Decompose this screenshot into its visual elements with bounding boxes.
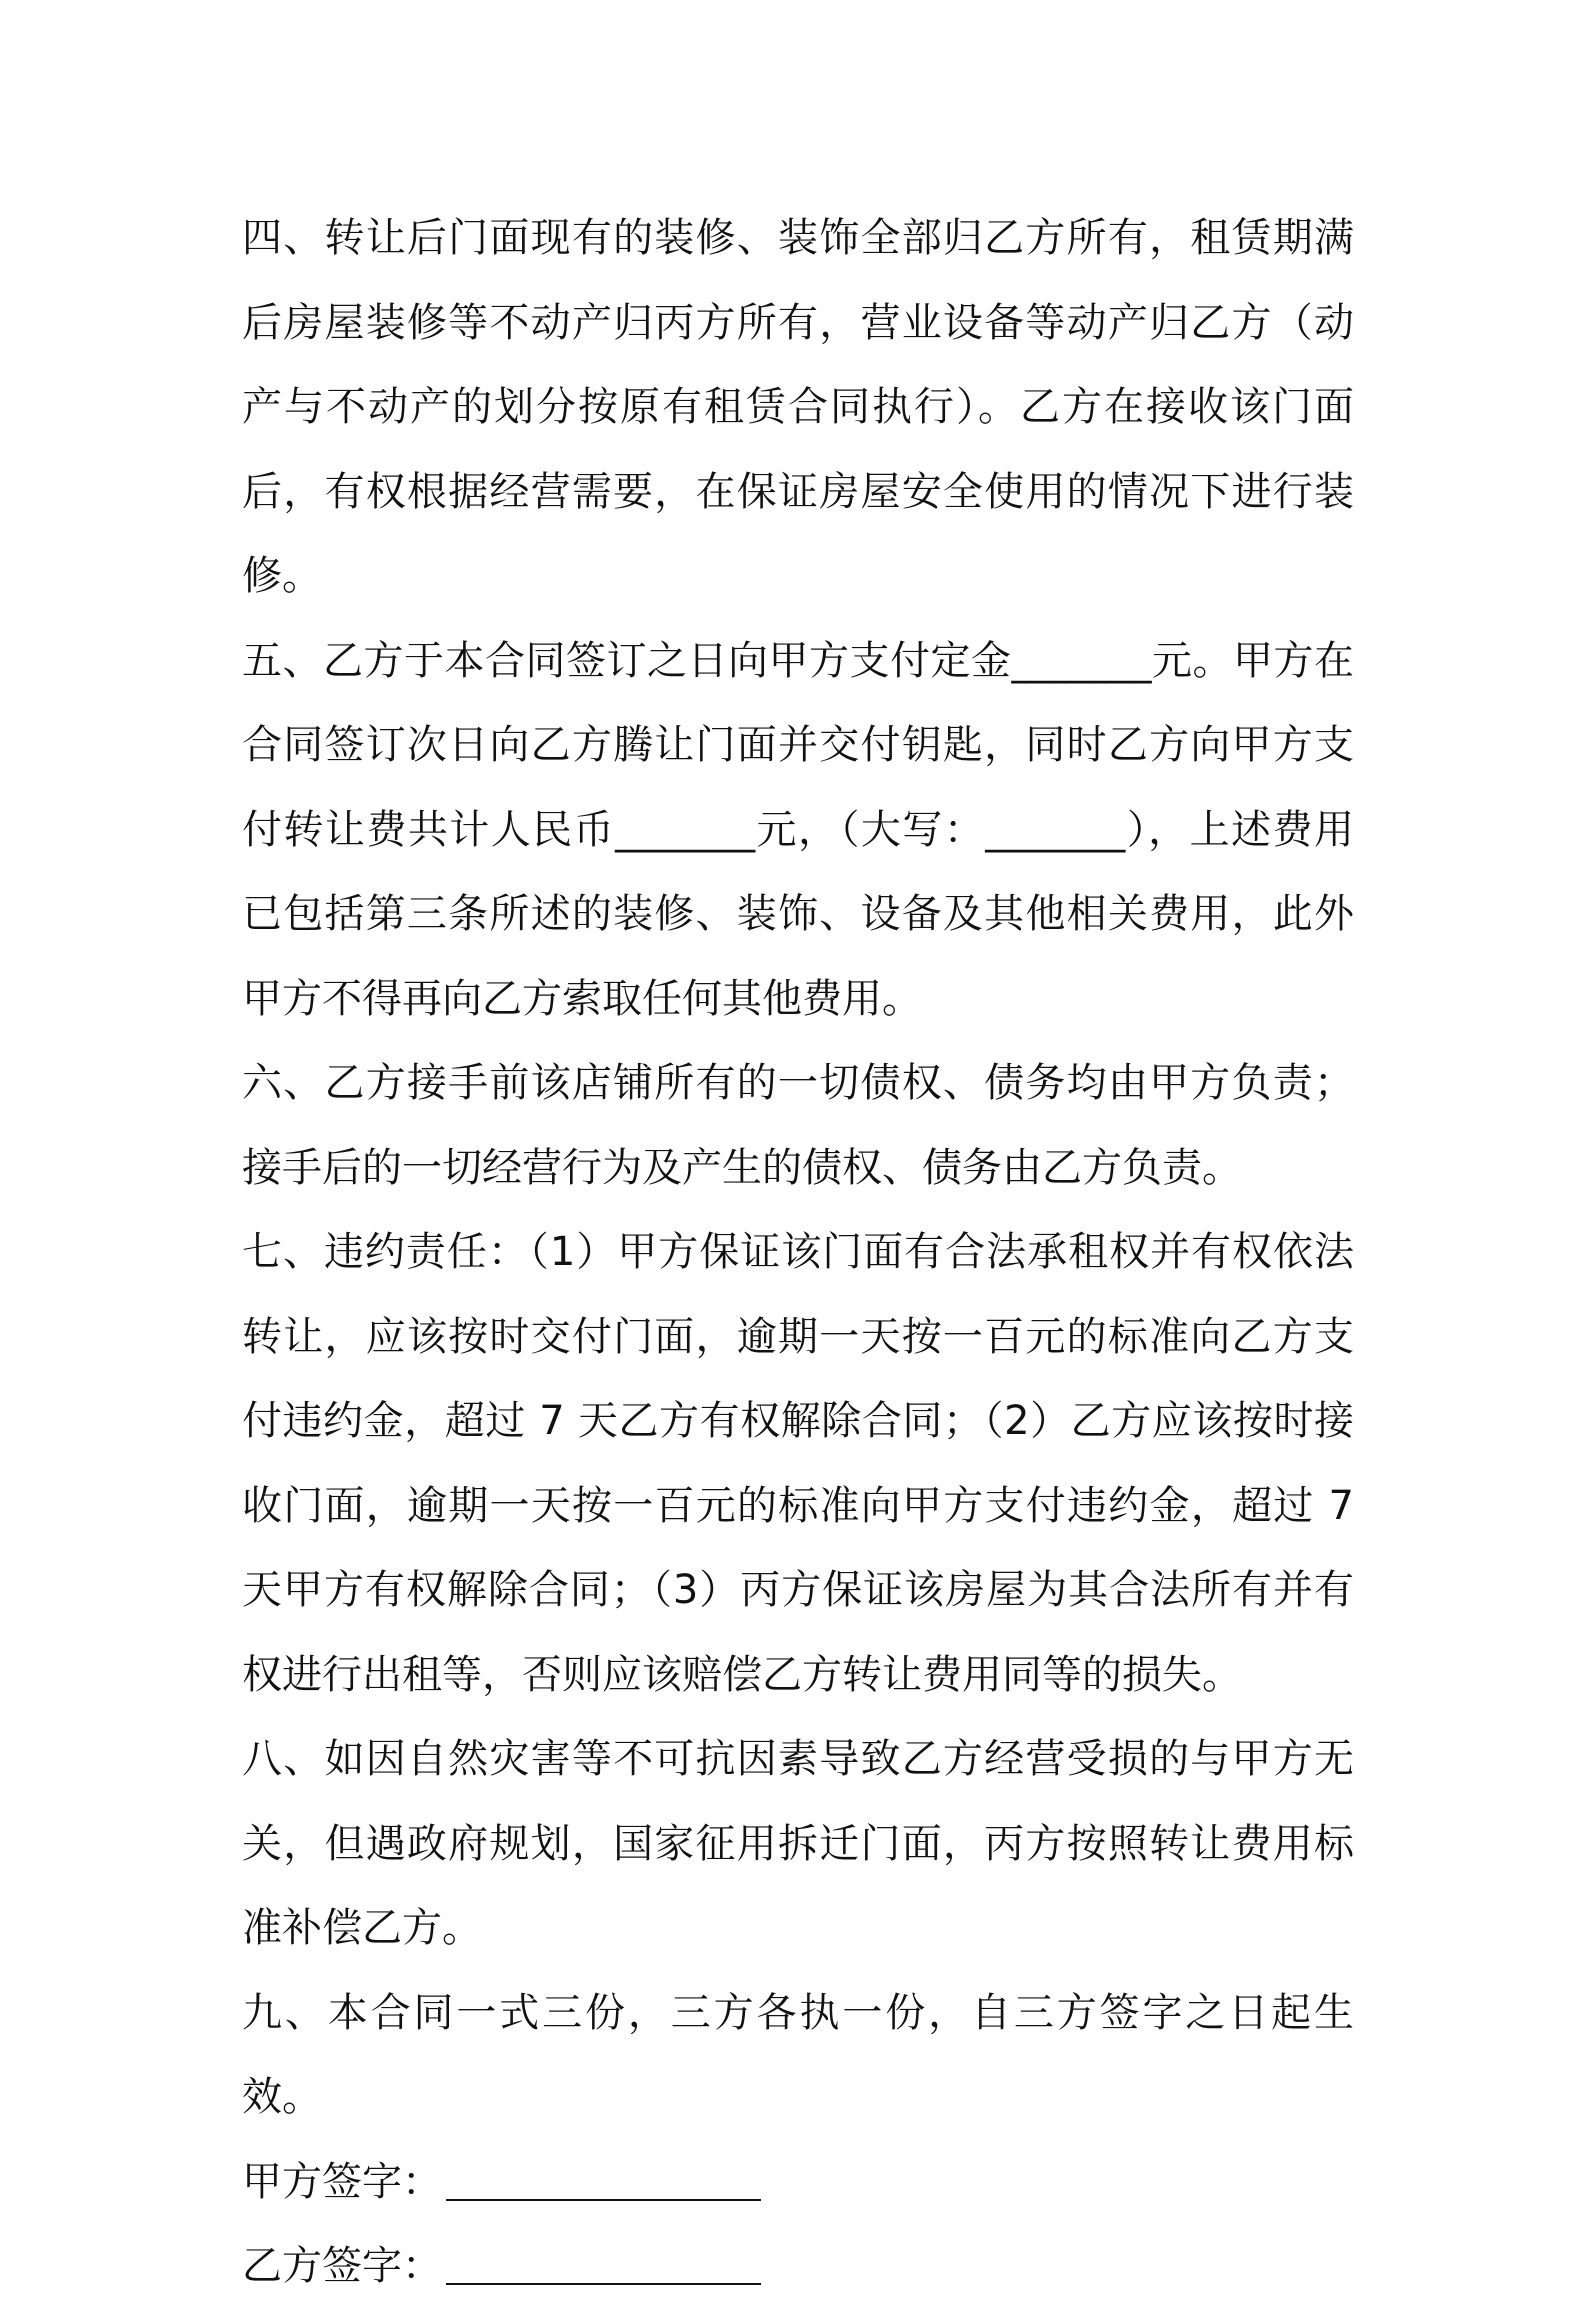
clause-4: 四、转让后门面现有的装修、装饰全部归乙方所有，租赁期满后房屋装修等不动产归丙方所有，营业设备等动产归乙方（动产与不动产的划分按原有租赁合同执行）。乙方在接收该门面后，有权根据经营需要，在保证房屋安全使用的情况下进行装修。: [242, 215, 1354, 599]
clause-8: 八、如因自然灾害等不可抗因素导致乙方经营受损的与甲方无关，但遇政府规划，国家征用拆迁门面，丙方按照转让费用标准补偿乙方。: [242, 1736, 1354, 1951]
party-b-signature-line: [242, 2224, 1354, 2309]
party-a-signature-line: [242, 2140, 1354, 2225]
contract-page: [242, 196, 1354, 2309]
party-a-signature-blank: [446, 2159, 761, 2201]
party-a-signature-label: 甲方签字：: [242, 2158, 442, 2205]
clause-5: 五、乙方于本合同签订之日向甲方支付定金_______元。甲方在合同签订次日向乙方腾让门面并交付钥匙，同时乙方向甲方支付转让费共计人民币_______元，（大写：_______），上述费用已包括第三条所述的装修、装饰、设备及其他相关费用，此外甲方不得再向乙方索取任何其他费用。: [242, 637, 1354, 1022]
party-b-signature-blank: [446, 2243, 761, 2285]
clause-9: 九、本合同一式三份，三方各执一份，自三方签字之日起生效。: [242, 1989, 1354, 2120]
clause-7: 七、违约责任：（1）甲方保证该门面有合法承租权并有权依法转让，应该按时交付门面，逾期一天按一百元的标准向乙方支付违约金，超过 7 天乙方有权解除合同；（2）乙方应该按时接收门面，逾期一天按一百元的标准向甲方支付违约金，超过 7 天甲方有权解除合同；（3）丙方保证该房屋为其合法所有并有权进行出租等，否则应该赔偿乙方转让费用同等的损失。: [242, 1229, 1354, 1698]
party-b-signature-label: 乙方签字：: [242, 2243, 442, 2289]
clause-6: 六、乙方接手前该店铺所有的一切债权、债务均由甲方负责；接手后的一切经营行为及产生的债权、债务由乙方负责。: [242, 1060, 1354, 1191]
